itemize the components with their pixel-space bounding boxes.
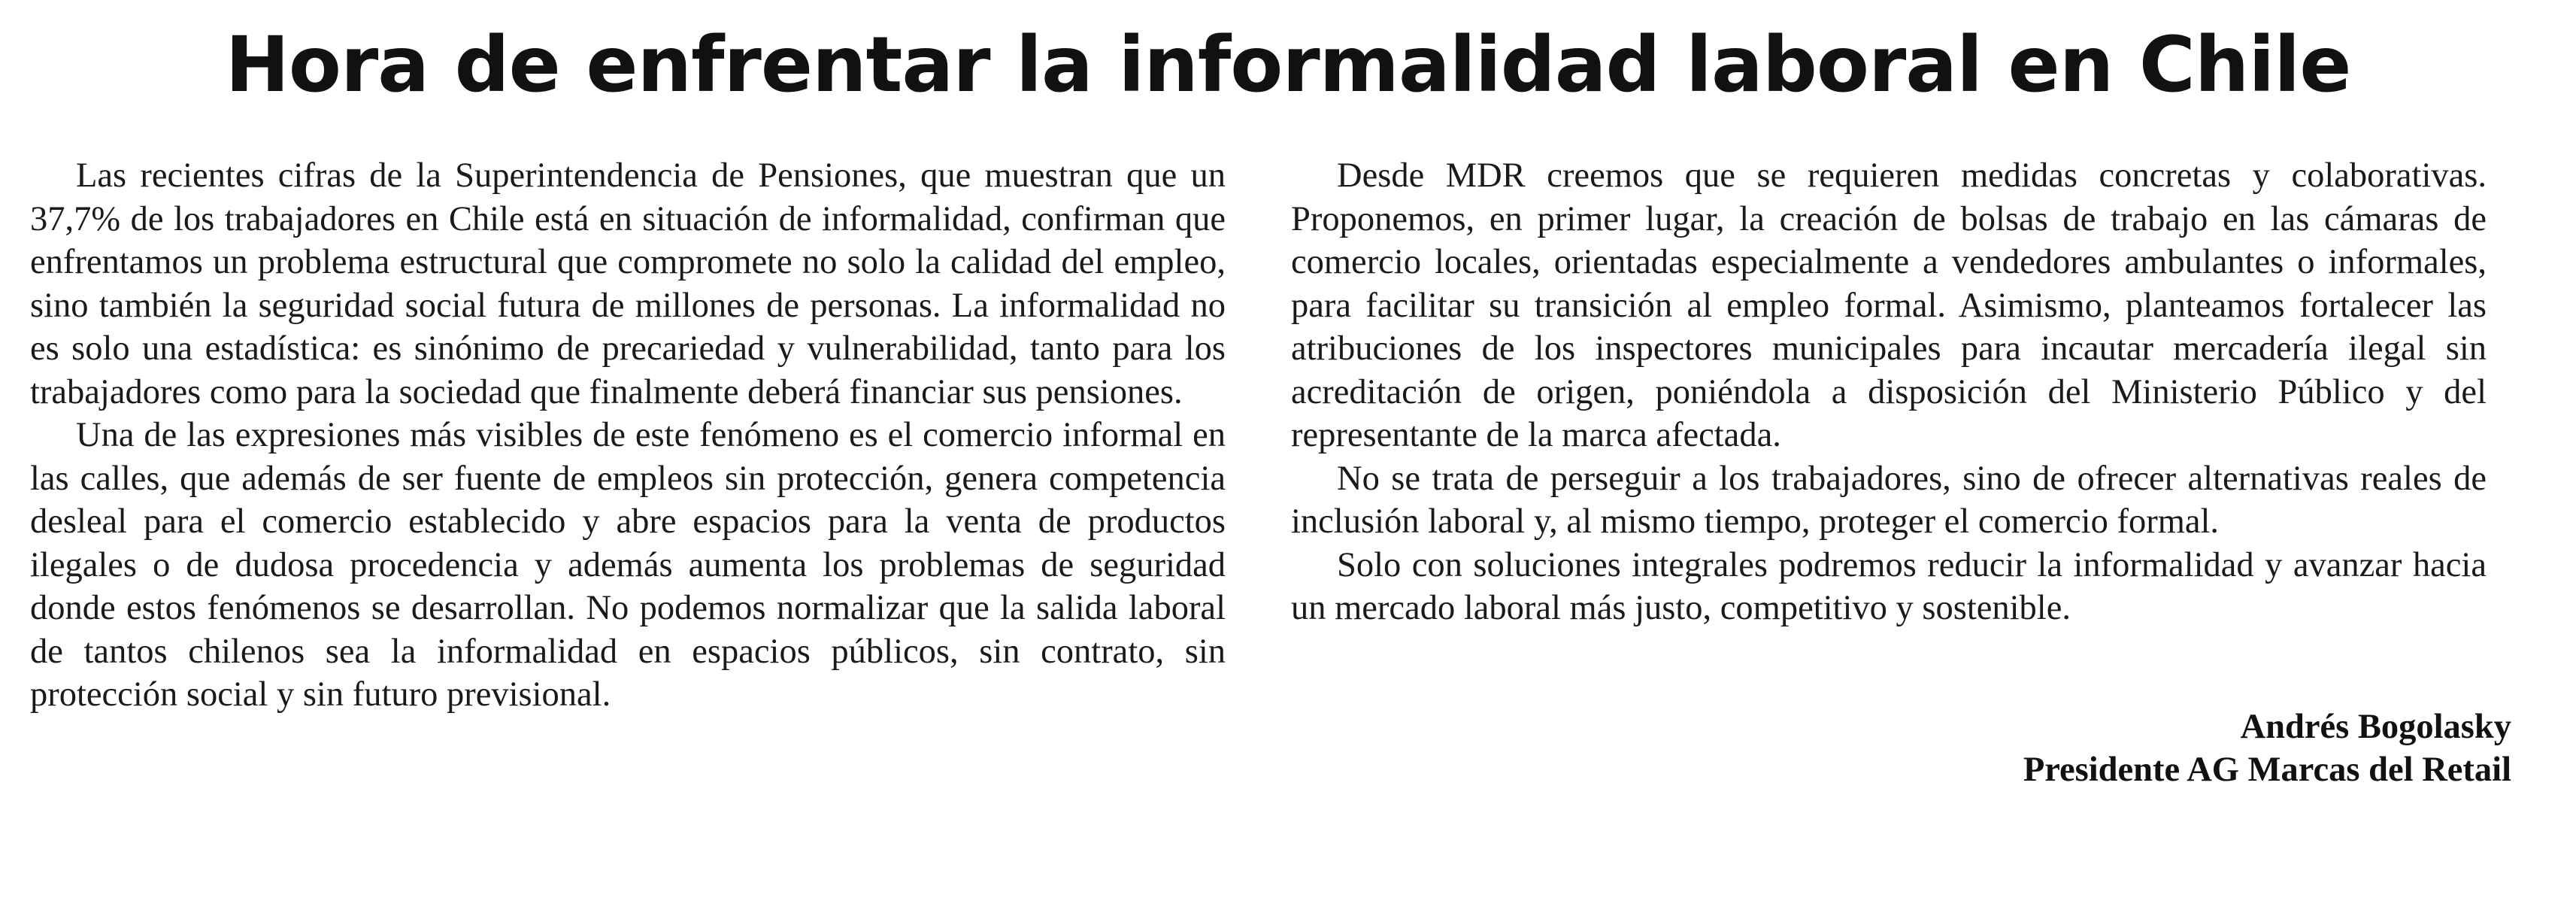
article-paragraph: Solo con soluciones integrales podremos reducir la informalidad y avanzar hacia un mercado laboral más justo, competitivo y sostenible. [1291,545,2487,627]
author-title: Presidente AG Marcas del Retail [2023,751,2511,789]
article-paragraph: Una de las expresiones más visibles de este fenómeno es el comercio informal en las calles, que además de ser fuente de empleos sin protección, genera competencia desleal para el comercio establecido y abre espacios para la venta de productos ilegales o de dudosa procedencia y además aumenta los problemas de seguridad donde estos fenómenos se desarrollan. No podemos normalizar que la salida laboral de tantos chilenos sea la informalidad en espacios públicos, sin contrato, sin protección social y sin futuro previsional. [30,416,1226,714]
article-paragraph: Desde MDR creemos que se requieren medidas concretas y colaborativas. Proponemos, en primer lugar, la creación de bolsas de trabajo en las cámaras de comercio locales, orientadas especialmente a vendedores ambulantes o informales, para facilitar su transición al empleo formal. Asimismo, planteamos fortalecer las atribuciones de los inspectores municipales para incautar mercadería ilegal sin acreditación de origen, poniéndola a disposición del Ministerio Público y del representante de la marca afectada. [1291,156,2487,454]
author-name: Andrés Bogolasky [2240,708,2511,746]
article-paragraph: No se trata de perseguir a los trabajadores, sino de ofrecer alternativas reales de inclusión laboral y, al mismo tiempo, proteger el comercio formal. [1291,459,2487,541]
article-headline: Hora de enfrentar la informalidad laboral en Chile [225,20,2351,110]
article-paragraph: Las recientes cifras de la Superintendencia de Pensiones, que muestran que un 37,7% de los trabajadores en Chile está en situación de informalidad, confirman que enfrentamos un problema estructural que compromete no solo la calidad del empleo, sino también la seguridad social futura de millones de personas. La informalidad no es solo una estadística: es sinónimo de precariedad y vulnerabilidad, tanto para los trabajadores como para la sociedad que finalmente deberá financiar sus pensiones. [30,156,1226,411]
author-signature [2023,705,2511,791]
article-right-column [1291,154,2487,630]
article-left-column [30,154,1226,717]
